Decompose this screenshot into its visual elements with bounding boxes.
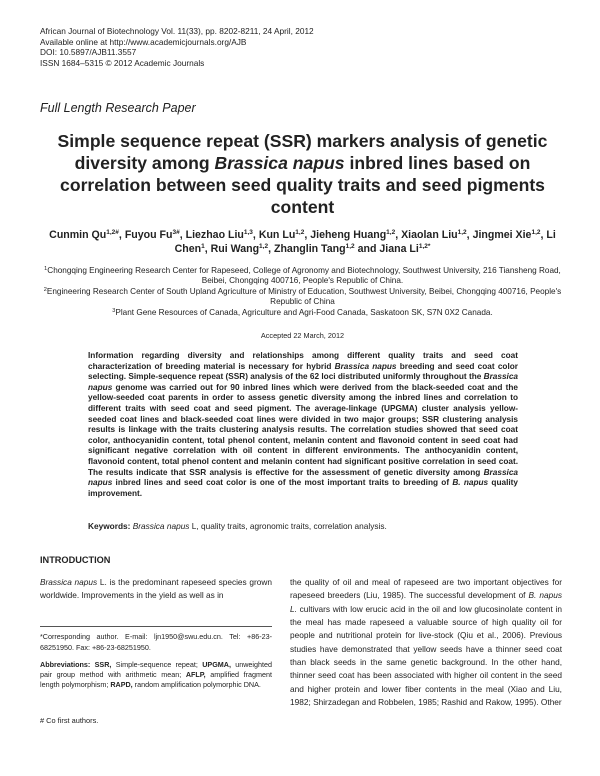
intro-species: Brassica napus [40,577,98,587]
author-affiliation-mark: 1,2 [386,229,396,236]
author-affiliation-mark: 3# [172,229,180,236]
abbreviations-label: Abbreviations: [40,660,91,669]
abbreviations-note [40,660,272,690]
affiliation-num: 3 [112,307,116,314]
affiliation-text: Engineering Research Center of South Upland Agriculture of Ministry of Education, Southwest University, Beibei, Chongqing 400716, People's Republic of China [46,286,562,307]
intro-left-column [40,576,272,603]
intro-right-species: B. napus L. [290,590,562,614]
author-affiliation-mark: 1,2 [295,229,305,236]
affiliations [40,266,565,318]
author-name: Liezhao Liu [185,229,244,241]
affiliation-3 [40,308,565,318]
abbreviation-definition: amplified fragment length polymorphism; [40,670,272,689]
abstract-text: quality improvement. [88,478,519,498]
intro-right-text: cultivars with low erucic acid in the oil and low glucosinolate content in the meal has made rapeseed a valuable source of high quality oil for people and nutritional protein for live-stock (Qiu et al., 2006). Previous studies have demonstrated that yellow seeds have a thinner seed coat than black seeds in the same genetic background. In the other hand, thinner seed coat has been associated with higher oil content in the seed and higher protein and lower fiber contents in the meal (Xiao and Liu, 1982; Shirzadegan and Robbelen, 1985; Rashid and Rakow, 1995). Other [290,603,562,708]
abstract-text: genome was carried out for 90 inbred lines which were derived from the black-seeded coat and the yellow-seeded coat parents in order to assess genetic diversity among the inbred lines and correlation to different traits with seed coat and seed pigment. The average-linkage (UPGMA) cluster analysis yellow-seeded coat lines and black-seeded coat lines were divided in two major groups; SSR clustering analysis results is linkage with the traits clustering analysis results. The correlation studies showed that seed coat color, anthocyanidin content, total phenol content, melanin content and flavonoid content in seed coat had significant negative correlation with oil content in different environments. The anthocyanidin content, flavonoid content, total phenol content and melanin content had significant positive correlation in seed coat. The results indicate that SSR analysis is effective for the assessment of genetic diversity among [88,382,518,477]
keywords-rest: L, quality traits, agronomic traits, correlation analysis. [189,521,387,531]
abstract-text: breeding and seed coat color selecting. Simple-sequence repeat (SSR) analysis of the 62 loci distributed uniformly throughout the [88,361,518,382]
author-list: Cunmin $Qu^{1,2\#}$, Fuyou $Fu^{3\#}$, Liezhao Liu$^{1,3}$, Kun Lu$^{1,2}$, Jieheng Huang$^{1,2}$, Xiaolan Liu$^{1,2}$, Jingmei Xie$^{1,2}$, Li Chen$^1$, Rui Wang$^{1,2}$, Zhanglin Tang$^{1,2}$ and Jiana $Li^{1,2*}$ [49,229,556,255]
abbreviation-term: RAPD, [110,680,133,689]
abstract-species: B. napus [452,478,489,488]
affiliation-text: Chongqing Engineering Research Center for Rapeseed, College of Agronomy and Biotechnology, Southwest University, 216 Tiansheng Road, Beibei, Chongqing 400716, People's Republic of China. [47,266,561,286]
author-name: Zhanglin Tang [273,243,346,255]
abstract-species: Brassica napus [88,467,518,488]
author-name: Jiana Li [379,243,419,255]
author-affiliation-mark: 1,2* [418,243,431,250]
affiliation-1 [40,266,565,287]
keywords-species: Brassica napus [132,521,190,531]
journal-citation: African Journal of Biotechnology Vol. 11(33), pp. 8202-8211, 24 April, 2012 [40,26,314,36]
abstract [88,351,518,499]
affiliation-2 [40,287,565,308]
abstract-species: Brassica napus [334,361,397,371]
author-name: Cunmin Qu [49,229,107,241]
affiliation-num: 2 [43,286,47,293]
author-affiliation-mark: 1,2 [345,243,355,250]
introduction-heading: INTRODUCTION [40,555,111,565]
abbreviation-term: SSR, [94,660,112,669]
affiliation-text: Plant Gene Resources of Canada, Agriculture and Agri-Food Canada, Saskatoon SK, S7N 0X2 Canada. [115,307,493,317]
author-affiliation-mark: 1,2 [259,243,269,250]
abbreviation-definition: random amplification polymorphic DNA. [132,680,261,689]
footnote-divider [40,626,272,627]
author-affiliation-mark: 1,2 [531,229,541,236]
author-name: Li Chen [174,229,556,255]
author-affiliation-mark: 1,2# [106,229,119,236]
journal-header [40,26,314,68]
author-name: Jieheng Huang [310,229,387,241]
abstract-text: inbred lines and seed coat color is one of the most important traits to breeding of [112,478,453,488]
keywords-label: Keywords: [88,521,131,531]
journal-url[interactable]: Available online at http://www.academicjournals.org/AJB [40,36,247,47]
abbreviation-definition: Simple-sequence repeat; [111,660,203,669]
keywords [88,521,518,531]
co-first-authors-note: # Co first authors. [40,716,99,725]
author-name: Xiaolan Liu [401,229,458,241]
journal-issn: ISSN 1684–5315 © 2012 Academic Journals [40,57,205,68]
paper-title [40,130,565,218]
title-part-2: inbred lines based on correlation between seed quality traits and seed pigments content [60,153,545,217]
author-affiliation-mark: 1,3 [243,229,253,236]
author-name: Jingmei Xie [472,229,532,241]
title-part-1: Simple sequence repeat (SSR) markers analysis of genetic diversity among [57,131,548,173]
intro-left-text: L. is the predominant rapeseed species grown worldwide. Improvements in the yield as well as in [40,577,273,601]
intro-right-column [290,576,562,709]
paper-type: Full Length Research Paper [40,101,196,115]
author-affiliation-mark: 1 [201,243,205,250]
abbreviation-term: UPGMA, [202,660,231,669]
author-affiliation-mark: 1,2 [457,229,467,236]
abbreviation-term: AFLP, [185,670,206,679]
abstract-species: Brassica napus [88,372,519,392]
journal-doi: DOI: 10.5897/AJB11.3557 [40,47,137,58]
author-name: Rui Wang [210,243,260,255]
corresponding-author-note: *Corresponding author. E-mail: ljn1950@swu.edu.cn. Tel: +86-23-68251950. Fax: +86-23-68251950. [40,632,272,652]
abstract-text: Information regarding diversity and relationships among different quality traits and seed coat characterization of breeding material is necessary for hybrid [88,351,518,371]
accepted-date: Accepted 22 March, 2012 [260,331,345,340]
author-name: Fuyou Fu [124,229,173,241]
author-name: Kun Lu [258,229,296,241]
affiliation-num: 1 [44,266,48,272]
abbreviation-definition: unweighted pair group method with arithmetic mean; [40,660,273,679]
intro-right-text: the quality of oil and meal of rapeseed are two important objectives for rapeseed breeders (Liu, 1985). The successful development of [290,577,562,601]
title-species: Brassica napus [214,153,345,173]
